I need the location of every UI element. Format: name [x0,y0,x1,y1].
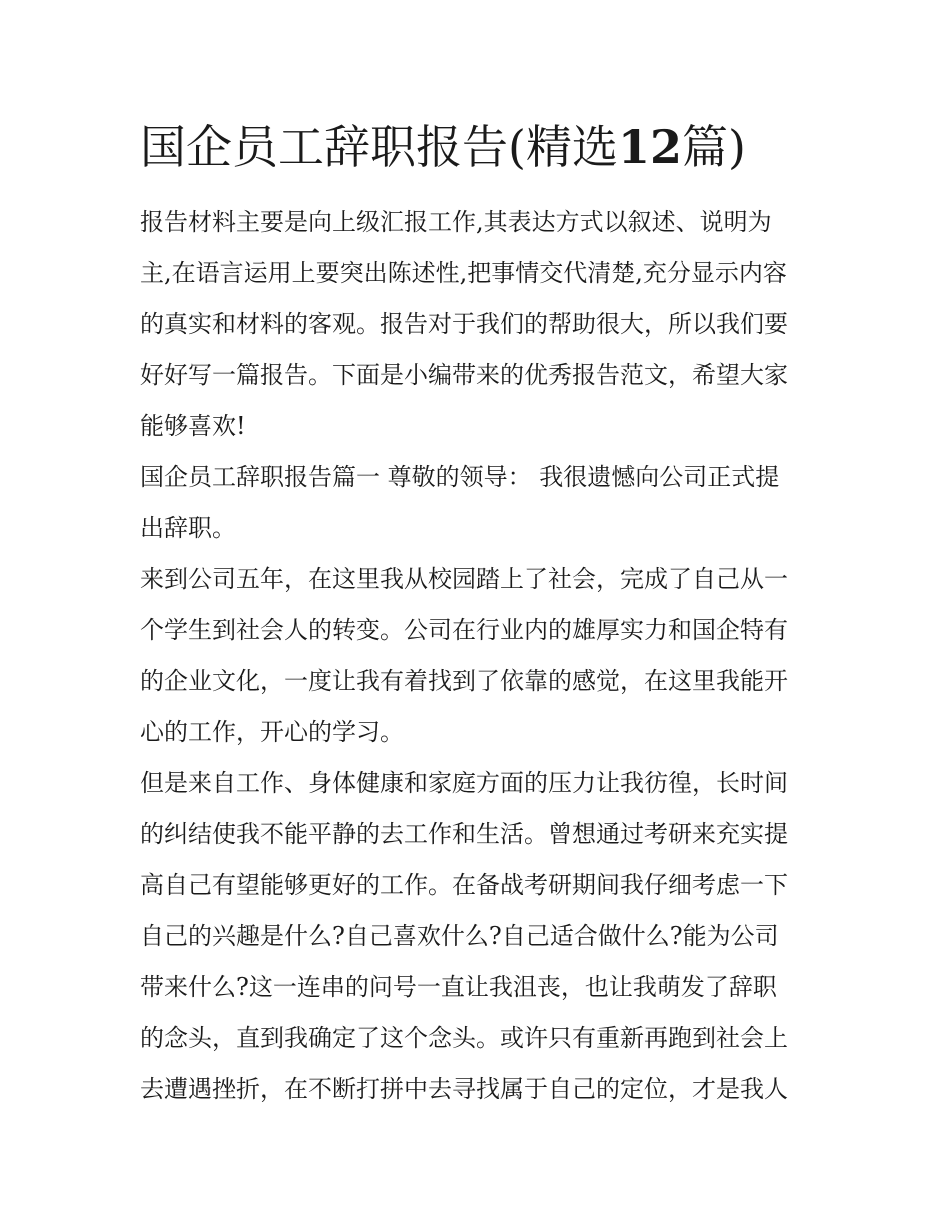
text-line: 的真实和材料的客观。报告对于我们的帮助很大，所以我们要 [140,310,788,338]
text-line: 能够喜欢! [140,412,246,440]
title-end: 篇) [681,120,746,174]
text-line: 高自己有望能够更好的工作。在备战考研期间我仔细考虑一下 [140,871,788,899]
text-line: 的念头，直到我确定了这个念头。或许只有重新再跑到社会上 [140,1024,788,1052]
text-line: 好好写一篇报告。下面是小编带来的优秀报告范文，希望大家 [140,361,788,389]
document-body [140,197,812,1115]
paragraph-salutation [140,452,812,554]
paragraph-intro [140,197,812,452]
text-line: 的纠结使我不能平静的去工作和生活。曾想通过考研来充实提 [140,820,788,848]
text-line: 报告材料主要是向上级汇报工作,其表达方式以叙述、说明为 [140,208,772,236]
title-number: 12 [617,120,682,174]
text-line: 心的工作，开心的学习。 [140,718,404,746]
text-line: 带来什么?这一连串的问号一直让我沮丧，也让我萌发了辞职 [140,973,777,1001]
text-line: 个学生到社会人的转变。公司在行业内的雄厚实力和国企特有 [140,616,788,644]
text-line: 国企员工辞职报告篇一 尊敬的领导： 我很遗憾向公司正式提 [140,463,780,491]
text-line: 主,在语言运用上要突出陈述性,把事情交代清楚,充分显示内容 [140,259,787,287]
text-line: 去遭遇挫折，在不断打拼中去寻找属于自己的定位，才是我人 [140,1075,788,1103]
text-line: 来到公司五年，在这里我从校园踏上了社会，完成了自己从一 [140,565,788,593]
text-line: 的企业文化，一度让我有着找到了依靠的感觉，在这里我能开 [140,667,788,695]
paragraph-reasons [140,758,812,1115]
text-line: 自己的兴趣是什么?自己喜欢什么?自己适合做什么?能为公司 [140,922,779,950]
paragraph-experience [140,554,812,758]
title-text: 国企员工辞职报告(精选 [140,120,618,174]
text-line: 出辞职。 [140,514,236,542]
text-line: 但是来自工作、身体健康和家庭方面的压力让我彷徨，长时间 [140,769,788,797]
document-title [140,118,820,176]
